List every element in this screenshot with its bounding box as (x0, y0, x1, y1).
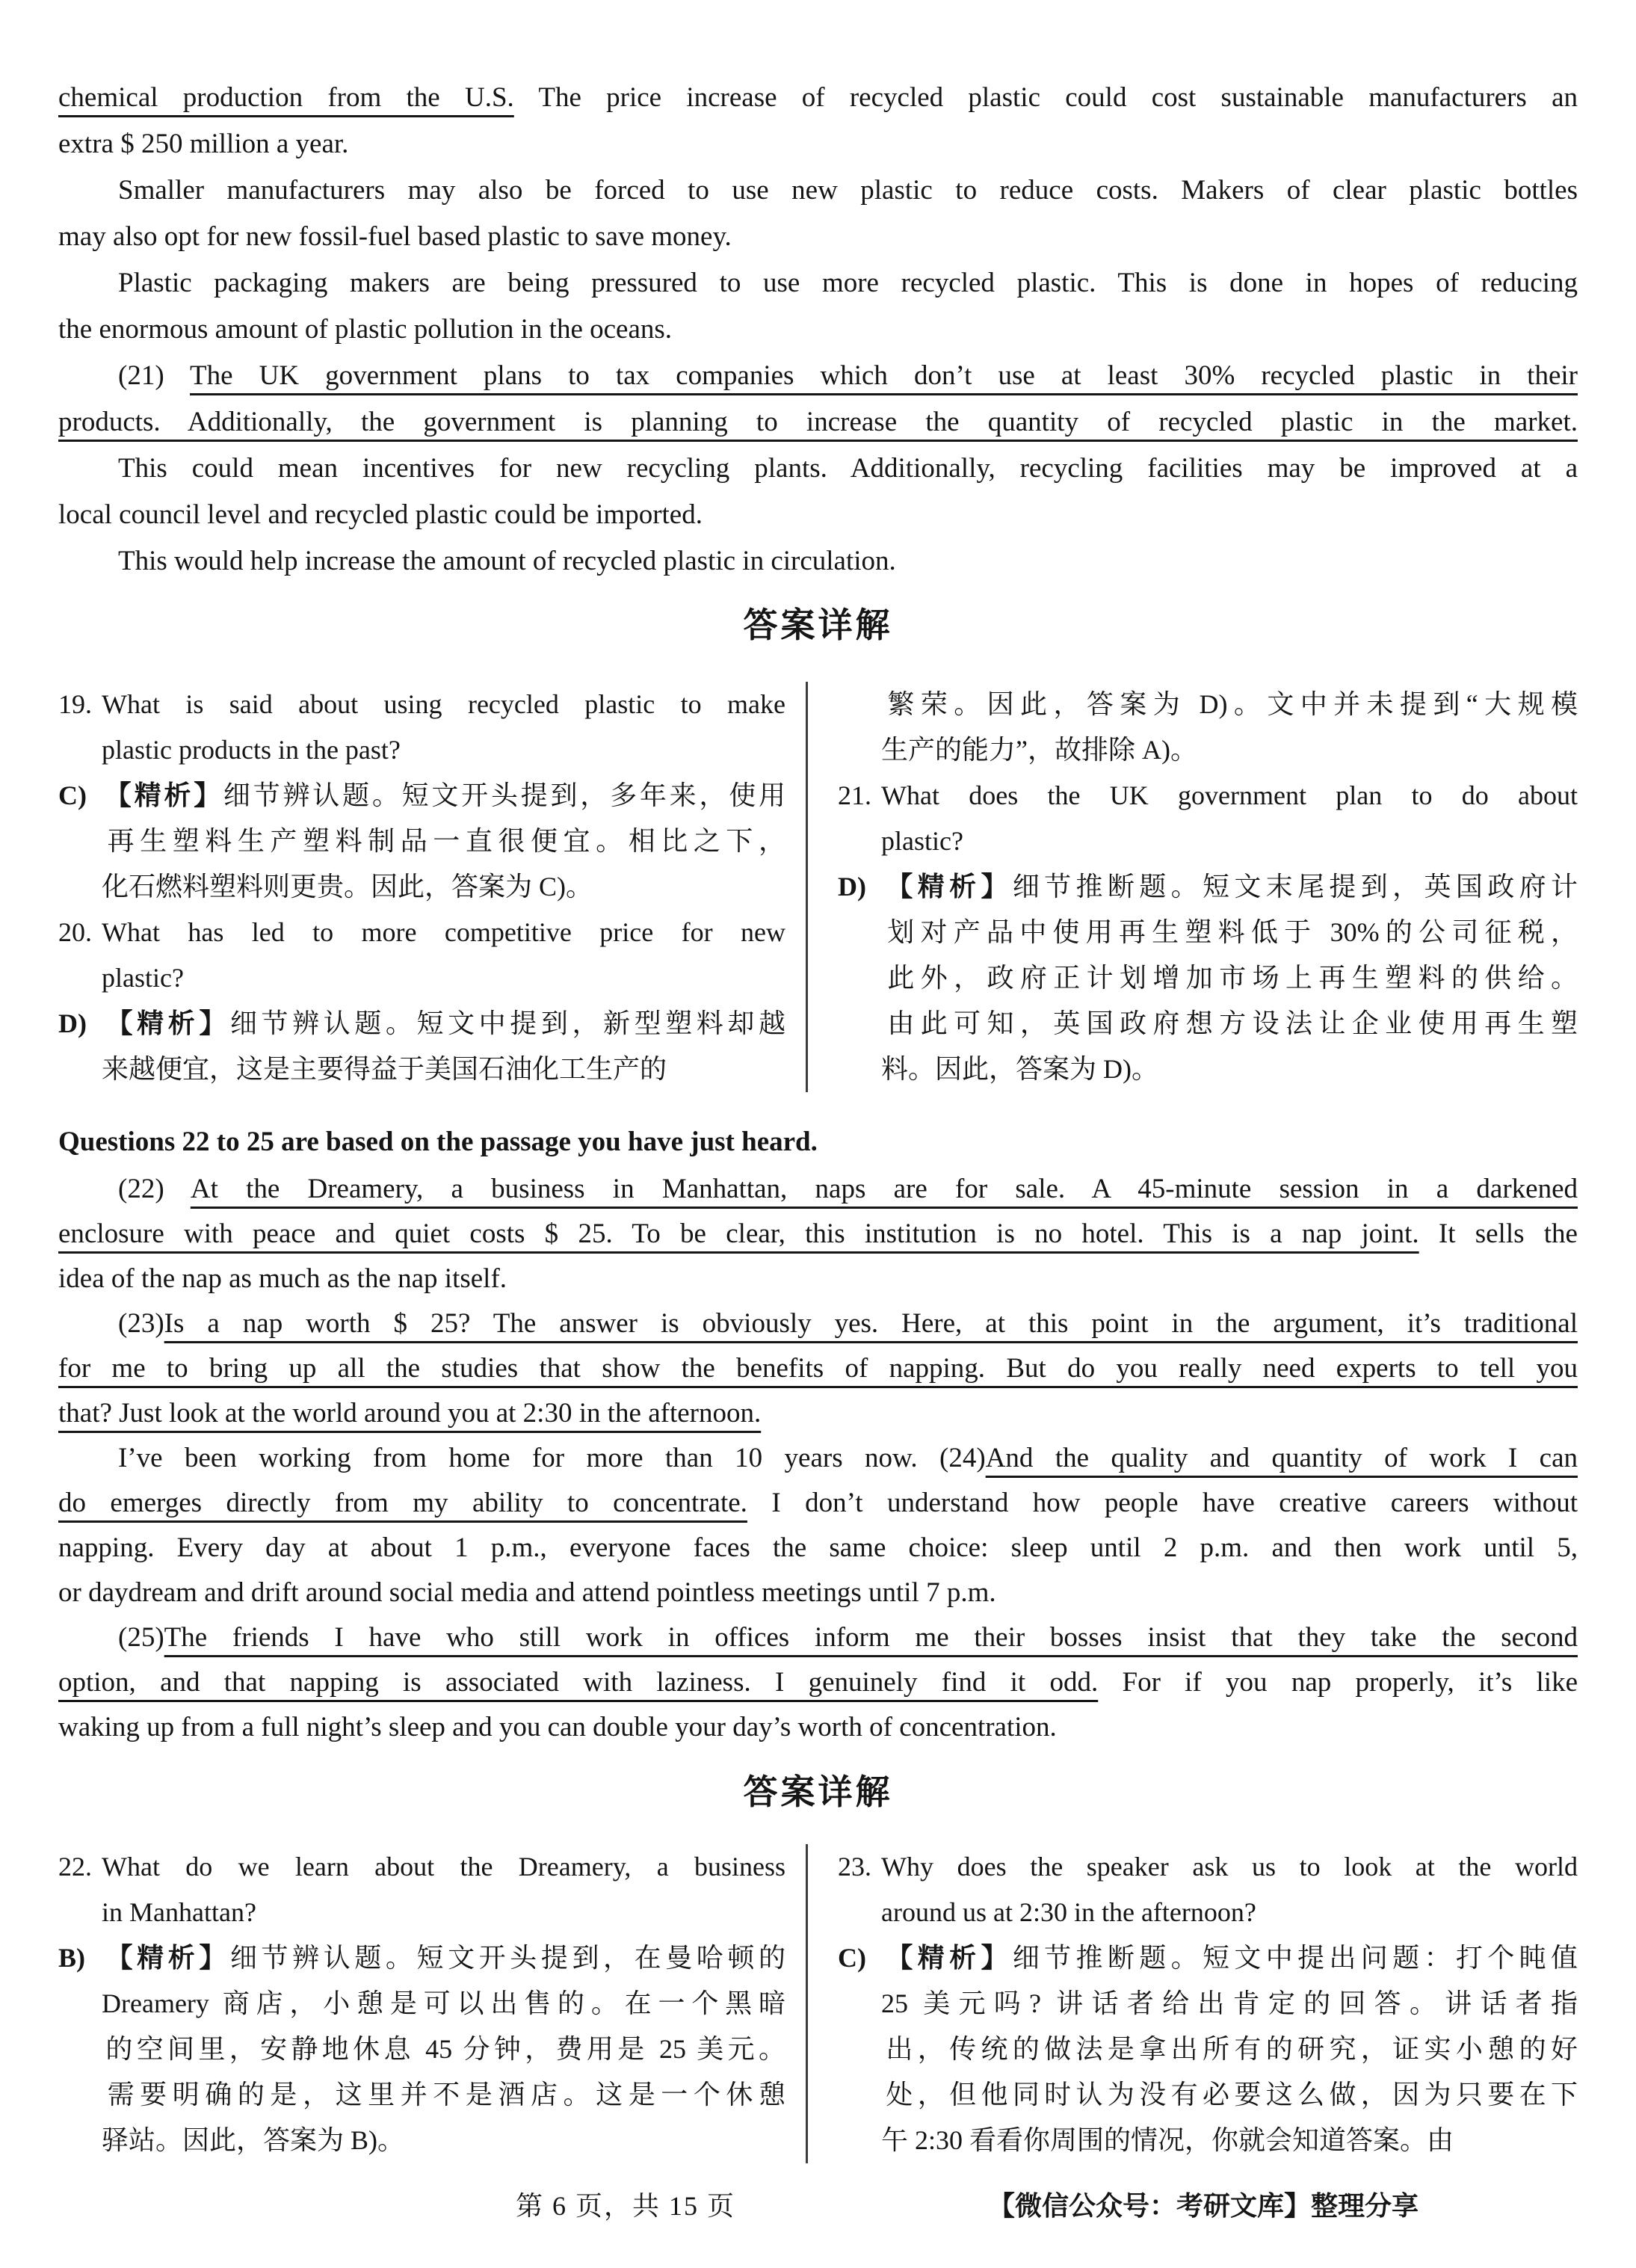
item-marker: C) (58, 780, 87, 810)
answer-line (58, 1844, 785, 1890)
passage-line (58, 1167, 1578, 1212)
answer-line (58, 2072, 785, 2118)
answer-line (838, 1890, 1578, 1935)
text-segment: 细节辨认题。短文中提到，新型塑料却越 (229, 1008, 785, 1038)
text-segment: 来越便宜，这是主要得益于美国石油化工生产的 (102, 1054, 667, 1084)
answer-line (58, 864, 785, 910)
text-segment: napping. Every day at about 1 p.m., everyone faces the same choice: sleep until 2 p.m. and then work until 5, (58, 1532, 1578, 1563)
passage-line (58, 1481, 1578, 1526)
answer-column-left (58, 1844, 806, 2163)
text-segment: plastic? (881, 826, 963, 856)
page-footer (58, 2189, 1578, 2223)
text-segment: It sells the (1419, 1218, 1578, 1249)
text-segment: plastic products in the past? (102, 735, 401, 765)
passage-line (58, 1301, 1578, 1346)
passage-line (58, 75, 1578, 121)
text-segment: (22) (118, 1174, 191, 1204)
passage-line (58, 353, 1578, 399)
answer-line (58, 955, 785, 1001)
text-segment: 【精析】 (102, 1943, 230, 1973)
answer-line (838, 1844, 1578, 1890)
answer-line (838, 773, 1578, 819)
text-segment: 午 2:30 看看你周围的情况，你就会知道答案。由 (881, 2125, 1454, 2155)
text-segment: 处，但他同时认为没有必要这么做，因为只要在下 (881, 2080, 1578, 2110)
passage-line (58, 1705, 1578, 1750)
passage-line (58, 492, 1578, 538)
answer-line (838, 1935, 1578, 1981)
text-segment: 细节推断题。短文末尾提到，英国政府计 (1012, 872, 1578, 902)
text-segment: What does the UK government plan to do about (881, 780, 1578, 810)
answer-line (58, 1001, 785, 1047)
text-segment: 需要明确的是，这里并不是酒店。这是一个休憩 (102, 2080, 785, 2110)
underlined-segment: The friends I have who still work in offices inform me their bosses insist that they take the second (164, 1622, 1578, 1653)
text-segment: (21) (118, 360, 191, 391)
passage-line (58, 446, 1578, 492)
text-segment: 驿站。因此，答案为 B)。 (102, 2125, 405, 2155)
answer-line (838, 2118, 1578, 2163)
text-segment: in Manhattan? (102, 1897, 256, 1927)
answer-line (838, 682, 1578, 727)
text-segment: or daydream and drift around social media and attend pointless meetings until 7 p.m. (58, 1577, 996, 1608)
text-segment: I don’t understand how people have creative careers without (747, 1488, 1578, 1518)
text-segment: 再生塑料生产塑料制品一直很便宜。相比之下， (102, 826, 785, 856)
answer-key-heading: 答案详解 (743, 605, 893, 644)
underlined-segment: products. Additionally, the government is planning to increase the quantity of recycled plastic in the market. (58, 407, 1578, 437)
underlined-segment: enclosure with peace and quiet costs $ 25. To be clear, this institution is no hotel. This is a nap joint. (58, 1218, 1419, 1249)
answer-line (58, 819, 785, 864)
answer-line (838, 819, 1578, 864)
listening-passage-19-21 (58, 75, 1578, 585)
text-segment: (23) (118, 1308, 164, 1339)
text-segment: Why does the speaker ask us to look at the world (881, 1852, 1578, 1882)
text-segment: 划对产品中使用再生塑料低于 30%的公司征税， (881, 917, 1578, 947)
item-marker: 23. (838, 1852, 871, 1882)
passage-line (58, 1660, 1578, 1705)
text-segment: What has led to more competitive price for new (102, 917, 785, 947)
underlined-segment: chemical production from the U.S. (58, 82, 514, 113)
underlined-segment: for me to bring up all the studies that show the benefits of napping. But do you really need experts to tell you (58, 1353, 1578, 1384)
passage-line (58, 306, 1578, 353)
answer-line (58, 1981, 785, 2027)
item-marker: D) (838, 872, 866, 902)
answer-line (838, 864, 1578, 910)
text-segment: The price increase of recycled plastic could cost sustainable manufacturers an (513, 82, 1578, 113)
answer-line (58, 682, 785, 727)
text-segment: 此外，政府正计划增加市场上再生塑料的供给。 (881, 963, 1578, 993)
passage-line (58, 167, 1578, 214)
wechat-credit: 【微信公众号：考研文库】整理分享 (988, 2190, 1419, 2221)
answer-columns-19-21 (58, 682, 1578, 1092)
passage-line (58, 1212, 1578, 1257)
answer-line (58, 1890, 785, 1935)
text-segment: plastic? (102, 963, 184, 993)
underlined-segment: do emerges directly from my ability to concentrate. (58, 1488, 747, 1518)
underlined-segment: Is a nap worth $ 25? The answer is obviously yes. Here, at this point in the argument, it’s traditional (164, 1308, 1578, 1339)
answer-line (838, 1981, 1578, 2027)
answer-key-heading: 答案详解 (743, 1772, 893, 1811)
text-segment: 出，传统的做法是拿出所有的研究，证实小憩的好 (881, 2034, 1578, 2064)
questions-22-25-heading: Questions 22 to 25 are based on the passage you have just heard. (58, 1127, 818, 1157)
text-segment: the enormous amount of plastic pollution in the oceans. (58, 314, 673, 345)
text-segment: What do we learn about the Dreamery, a business (102, 1852, 785, 1882)
text-segment: 【精析】 (881, 1943, 1013, 1973)
text-segment: 由此可知，英国政府想方设法让企业使用再生塑 (881, 1008, 1578, 1038)
passage-line (58, 121, 1578, 167)
answer-line (58, 2027, 785, 2072)
text-segment: This would help increase the amount of recycled plastic in circulation. (118, 546, 896, 576)
text-segment: What is said about using recycled plastic to make (102, 689, 785, 719)
answer-line (58, 773, 785, 819)
answer-line (838, 2072, 1578, 2118)
answer-line (58, 1047, 785, 1092)
answer-line (838, 910, 1578, 955)
text-segment: Plastic packaging makers are being pressured to use more recycled plastic. This is done in hopes of reducing (118, 268, 1578, 298)
passage-line (58, 538, 1578, 585)
answer-line (58, 910, 785, 955)
underlined-segment: And the quality and quantity of work I can (985, 1443, 1578, 1473)
text-segment: Dreamery 商店，小憩是可以出售的。在一个黑暗 (102, 1988, 785, 2018)
text-segment: 繁荣。因此，答案为 D)。文中并未提到“大规模 (881, 689, 1578, 719)
page-number: 第 6 页，共 15 页 (516, 2191, 736, 2221)
underlined-segment: The UK government plans to tax companies which don’t use at least 30% recycled plastic in their (190, 360, 1578, 391)
text-segment: 【精析】 (102, 1008, 230, 1038)
text-segment: This could mean incentives for new recycling plants. Additionally, recycling facilities may be improved at a (118, 453, 1578, 484)
text-segment: Smaller manufacturers may also be forced to use new plastic to reduce costs. Makers of clear plastic bottles (118, 175, 1578, 206)
listening-passage-22-25 (58, 1167, 1578, 1750)
passage-line (58, 1436, 1578, 1481)
item-marker: 20. (58, 917, 92, 947)
passage-line (58, 260, 1578, 306)
passage-line (58, 1346, 1578, 1391)
text-segment: 25 美元吗? 讲话者给出肯定的回答。讲话者指 (881, 1988, 1578, 2018)
text-segment: 生产的能力”，故排除 A)。 (881, 735, 1197, 765)
answer-column-right (806, 682, 1578, 1092)
text-segment: 【精析】 (102, 780, 223, 810)
item-marker: C) (838, 1943, 866, 1973)
answer-line (838, 727, 1578, 773)
answer-line (58, 1935, 785, 1981)
answer-line (838, 955, 1578, 1001)
underlined-segment: that? Just look at the world around you at 2:30 in the afternoon. (58, 1398, 762, 1429)
passage-line (58, 214, 1578, 260)
underlined-segment: option, and that napping is associated with laziness. I genuinely find it odd. (58, 1667, 1099, 1698)
passage-line (58, 1526, 1578, 1571)
passage-line (58, 1571, 1578, 1615)
text-segment: (25) (118, 1622, 164, 1653)
item-marker: B) (58, 1943, 85, 1973)
text-segment: I’ve been working from home for more than 10 years now. (24) (118, 1443, 986, 1473)
text-segment: 【精析】 (881, 872, 1013, 902)
text-segment: idea of the nap as much as the nap itself. (58, 1263, 507, 1294)
text-segment: 细节辨认题。短文开头提到，多年来，使用 (223, 780, 785, 810)
passage-line (58, 1615, 1578, 1660)
underlined-segment: At the Dreamery, a business in Manhattan, naps are for sale. A 45-minute session in a darkened (190, 1174, 1578, 1204)
passage-line (58, 1391, 1578, 1436)
text-segment: waking up from a full night’s sleep and you can double your day’s worth of concentration. (58, 1712, 1057, 1742)
passage-line (58, 399, 1578, 446)
answer-line (838, 1047, 1578, 1092)
text-segment: For if you nap properly, it’s like (1098, 1667, 1578, 1698)
answer-line (838, 2027, 1578, 2072)
item-marker: 22. (58, 1852, 92, 1882)
item-marker: 21. (838, 780, 871, 810)
answer-column-left (58, 682, 806, 1092)
text-segment: 料。因此，答案为 D)。 (881, 1054, 1158, 1084)
text-segment: extra $ 250 million a year. (58, 129, 349, 159)
text-segment: 化石燃料塑料则更贵。因此，答案为 C)。 (102, 872, 593, 902)
answer-column-right (806, 1844, 1578, 2163)
text-segment: may also opt for new fossil-fuel based plastic to save money. (58, 221, 732, 252)
item-marker: 19. (58, 689, 92, 719)
text-segment: 细节推断题。短文中提出问题：打个盹值 (1012, 1943, 1578, 1973)
text-segment: local council level and recycled plastic could be imported. (58, 499, 703, 530)
passage-line (58, 1257, 1578, 1301)
answer-columns-22-25 (58, 1844, 1578, 2163)
text-segment: around us at 2:30 in the afternoon? (881, 1897, 1256, 1927)
answer-line (58, 2118, 785, 2163)
answer-line (58, 727, 785, 773)
text-segment: 细节辨认题。短文开头提到，在曼哈顿的 (229, 1943, 785, 1973)
item-marker: D) (58, 1008, 87, 1038)
text-segment: 的空间里，安静地休息 45 分钟，费用是 25 美元。 (102, 2034, 785, 2064)
answer-line (838, 1001, 1578, 1047)
